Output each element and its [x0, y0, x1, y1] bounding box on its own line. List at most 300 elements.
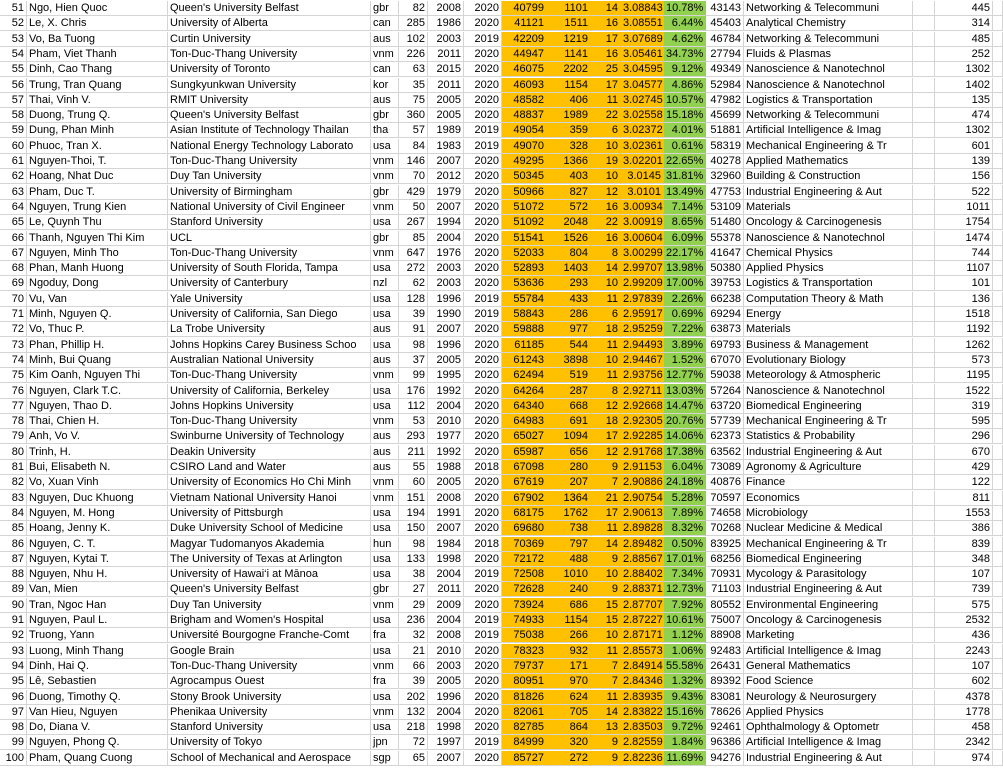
- cell-rank-without-self[interactable]: 43143: [706, 1, 744, 16]
- cell-rank-without-self[interactable]: 88908: [706, 628, 744, 643]
- cell-institution[interactable]: National Energy Technology Laborato: [168, 139, 371, 154]
- cell-institution[interactable]: Ton-Duc-Thang University: [168, 246, 371, 261]
- cell-citations[interactable]: 738: [547, 521, 591, 536]
- cell-self-citation-pct[interactable]: 6.09%: [664, 231, 706, 246]
- cell-field-rank[interactable]: 436: [935, 628, 993, 643]
- cell-papers[interactable]: 285: [399, 16, 428, 31]
- cell-first-year[interactable]: 2011: [428, 582, 464, 597]
- cell-h-index[interactable]: 25: [591, 62, 621, 77]
- cell-citations[interactable]: 1141: [547, 47, 591, 62]
- cell-composite-score[interactable]: 2.91153: [621, 460, 664, 475]
- cell-rank-without-self[interactable]: 66238: [706, 292, 744, 307]
- cell-author-name[interactable]: Vu, Van: [27, 292, 168, 307]
- row-number[interactable]: 79: [0, 429, 27, 444]
- cell-country[interactable]: usa: [371, 307, 399, 322]
- cell-country[interactable]: usa: [371, 720, 399, 735]
- cell-papers[interactable]: 360: [399, 108, 428, 123]
- cell-empty[interactable]: [913, 475, 935, 490]
- cell-institution[interactable]: Ton-Duc-Thang University: [168, 659, 371, 674]
- cell-h-index[interactable]: 10: [591, 628, 621, 643]
- cell-empty[interactable]: [993, 414, 1003, 429]
- cell-last-year[interactable]: 2019: [464, 307, 502, 322]
- cell-first-year[interactable]: 1990: [428, 307, 464, 322]
- cell-papers[interactable]: 82: [399, 1, 428, 16]
- cell-country[interactable]: usa: [371, 644, 399, 659]
- cell-first-year[interactable]: 1994: [428, 215, 464, 230]
- cell-empty[interactable]: [913, 261, 935, 276]
- cell-institution[interactable]: Ton-Duc-Thang University: [168, 154, 371, 169]
- cell-field[interactable]: Ophthalmology & Optometr: [744, 720, 913, 735]
- cell-h-index[interactable]: 11: [591, 338, 621, 353]
- cell-field-rank[interactable]: 485: [935, 32, 993, 47]
- cell-first-year[interactable]: 1992: [428, 445, 464, 460]
- cell-rank-without-self[interactable]: 55378: [706, 231, 744, 246]
- cell-country[interactable]: usa: [371, 384, 399, 399]
- cell-author-name[interactable]: Ngo, Hien Quoc: [27, 1, 168, 16]
- cell-empty[interactable]: [993, 567, 1003, 582]
- cell-self-citation-pct[interactable]: 1.06%: [664, 644, 706, 659]
- cell-rank-without-self[interactable]: 39753: [706, 276, 744, 291]
- cell-empty[interactable]: [993, 62, 1003, 77]
- cell-country[interactable]: jpn: [371, 735, 399, 750]
- cell-rank[interactable]: 72628: [502, 582, 547, 597]
- cell-citations[interactable]: 686: [547, 598, 591, 613]
- cell-field[interactable]: Microbiology: [744, 506, 913, 521]
- cell-empty[interactable]: [913, 384, 935, 399]
- cell-institution[interactable]: Ton-Duc-Thang University: [168, 414, 371, 429]
- cell-country[interactable]: aus: [371, 429, 399, 444]
- row-number[interactable]: 75: [0, 368, 27, 383]
- cell-institution[interactable]: Agrocampus Ouest: [168, 674, 371, 689]
- cell-institution[interactable]: National University of Civil Engineer: [168, 200, 371, 215]
- cell-self-citation-pct[interactable]: 20.76%: [664, 414, 706, 429]
- cell-field-rank[interactable]: 252: [935, 47, 993, 62]
- cell-h-index[interactable]: 10: [591, 276, 621, 291]
- cell-empty[interactable]: [993, 93, 1003, 108]
- cell-last-year[interactable]: 2018: [464, 460, 502, 475]
- cell-institution[interactable]: Asian Institute of Technology Thailan: [168, 123, 371, 138]
- cell-author-name[interactable]: Nguyen, Duc Khuong: [27, 491, 168, 506]
- cell-empty[interactable]: [993, 475, 1003, 490]
- cell-rank-without-self[interactable]: 71103: [706, 582, 744, 597]
- cell-empty[interactable]: [913, 506, 935, 521]
- cell-citations[interactable]: 1762: [547, 506, 591, 521]
- cell-country[interactable]: vnm: [371, 200, 399, 215]
- cell-author-name[interactable]: Nguyen, Minh Tho: [27, 246, 168, 261]
- cell-citations[interactable]: 970: [547, 674, 591, 689]
- cell-country[interactable]: gbr: [371, 108, 399, 123]
- cell-empty[interactable]: [993, 368, 1003, 383]
- cell-rank[interactable]: 69680: [502, 521, 547, 536]
- cell-rank[interactable]: 61243: [502, 353, 547, 368]
- cell-author-name[interactable]: Nguyen, Nhu H.: [27, 567, 168, 582]
- cell-institution[interactable]: UCL: [168, 231, 371, 246]
- cell-empty[interactable]: [913, 154, 935, 169]
- row-number[interactable]: 54: [0, 47, 27, 62]
- cell-citations[interactable]: 1154: [547, 78, 591, 93]
- cell-author-name[interactable]: Trinh, H.: [27, 445, 168, 460]
- cell-institution[interactable]: Phenikaa University: [168, 705, 371, 720]
- cell-field[interactable]: Mechanical Engineering & Tr: [744, 414, 913, 429]
- cell-h-index[interactable]: 22: [591, 108, 621, 123]
- cell-author-name[interactable]: Nguyen, Kytai T.: [27, 552, 168, 567]
- cell-self-citation-pct[interactable]: 34.73%: [664, 47, 706, 62]
- row-number[interactable]: 61: [0, 154, 27, 169]
- cell-rank[interactable]: 52033: [502, 246, 547, 261]
- row-number[interactable]: 82: [0, 475, 27, 490]
- cell-self-citation-pct[interactable]: 9.43%: [664, 690, 706, 705]
- cell-author-name[interactable]: Pham, Duc T.: [27, 185, 168, 200]
- cell-empty[interactable]: [993, 705, 1003, 720]
- cell-citations[interactable]: 1154: [547, 613, 591, 628]
- cell-field-rank[interactable]: 4378: [935, 690, 993, 705]
- cell-first-year[interactable]: 2011: [428, 78, 464, 93]
- cell-institution[interactable]: Australian National University: [168, 353, 371, 368]
- cell-empty[interactable]: [913, 720, 935, 735]
- cell-institution[interactable]: University of Tokyo: [168, 735, 371, 750]
- cell-empty[interactable]: [913, 644, 935, 659]
- cell-h-index[interactable]: 18: [591, 414, 621, 429]
- cell-author-name[interactable]: Thai, Chien H.: [27, 414, 168, 429]
- cell-citations[interactable]: 1989: [547, 108, 591, 123]
- cell-first-year[interactable]: 1996: [428, 690, 464, 705]
- cell-first-year[interactable]: 1979: [428, 185, 464, 200]
- cell-empty[interactable]: [993, 47, 1003, 62]
- cell-self-citation-pct[interactable]: 7.89%: [664, 506, 706, 521]
- cell-empty[interactable]: [913, 460, 935, 475]
- row-number[interactable]: 89: [0, 582, 27, 597]
- cell-citations[interactable]: 864: [547, 720, 591, 735]
- cell-last-year[interactable]: 2019: [464, 292, 502, 307]
- cell-rank[interactable]: 74933: [502, 613, 547, 628]
- cell-self-citation-pct[interactable]: 17.38%: [664, 445, 706, 460]
- cell-last-year[interactable]: 2020: [464, 659, 502, 674]
- cell-empty[interactable]: [913, 169, 935, 184]
- cell-field-rank[interactable]: 474: [935, 108, 993, 123]
- cell-composite-score[interactable]: 2.99707: [623, 262, 663, 275]
- cell-last-year[interactable]: 2020: [464, 399, 502, 414]
- cell-field[interactable]: Mycology & Parasitology: [744, 567, 913, 582]
- row-number[interactable]: 71: [0, 307, 27, 322]
- cell-last-year[interactable]: 2020: [464, 598, 502, 613]
- row-number[interactable]: 95: [0, 674, 27, 689]
- row-number[interactable]: 90: [0, 598, 27, 613]
- cell-rank[interactable]: 81826: [502, 690, 547, 705]
- cell-empty[interactable]: [913, 399, 935, 414]
- cell-last-year[interactable]: 2020: [464, 200, 502, 215]
- cell-country[interactable]: aus: [371, 460, 399, 475]
- cell-field-rank[interactable]: 739: [935, 582, 993, 597]
- cell-self-citation-pct[interactable]: 13.03%: [664, 384, 706, 399]
- row-number[interactable]: 66: [0, 231, 27, 246]
- cell-field-rank[interactable]: 2342: [935, 735, 993, 750]
- cell-field-rank[interactable]: 2532: [935, 613, 993, 628]
- cell-empty[interactable]: [993, 628, 1003, 643]
- cell-first-year[interactable]: 1998: [428, 720, 464, 735]
- cell-h-index[interactable]: 6: [591, 307, 621, 322]
- cell-empty[interactable]: [913, 751, 935, 766]
- cell-field[interactable]: Finance: [744, 475, 913, 490]
- cell-citations[interactable]: 359: [547, 123, 591, 138]
- cell-author-name[interactable]: Nguyen, M. Hong: [27, 506, 168, 521]
- cell-country[interactable]: can: [371, 62, 399, 77]
- cell-rank-without-self[interactable]: 45699: [706, 108, 744, 123]
- cell-author-name[interactable]: Nguyen-Thoi, T.: [27, 154, 168, 169]
- cell-papers[interactable]: 98: [399, 338, 428, 353]
- cell-rank[interactable]: 49295: [502, 154, 547, 169]
- cell-composite-score[interactable]: 3.02372: [623, 124, 663, 137]
- cell-field-rank[interactable]: 1553: [935, 506, 993, 521]
- cell-institution[interactable]: University of Economics Ho Chi Minh: [168, 475, 371, 490]
- cell-self-citation-pct[interactable]: 1.84%: [664, 735, 706, 750]
- cell-composite-score[interactable]: 3.0101: [621, 185, 664, 200]
- cell-last-year[interactable]: 2020: [464, 246, 502, 261]
- cell-papers[interactable]: 57: [399, 123, 428, 138]
- row-number[interactable]: 77: [0, 399, 27, 414]
- cell-citations[interactable]: 519: [547, 368, 591, 383]
- cell-composite-score[interactable]: 3.02558: [623, 109, 663, 122]
- cell-institution[interactable]: University of California, San Diego: [168, 307, 371, 322]
- cell-empty[interactable]: [993, 1, 1003, 16]
- cell-self-citation-pct[interactable]: 6.44%: [664, 16, 706, 31]
- cell-last-year[interactable]: 2019: [464, 123, 502, 138]
- cell-empty[interactable]: [913, 78, 935, 93]
- cell-country[interactable]: aus: [371, 32, 399, 47]
- cell-institution[interactable]: Duy Tan University: [168, 169, 371, 184]
- cell-papers[interactable]: 226: [399, 47, 428, 62]
- cell-institution[interactable]: CSIRO Land and Water: [168, 460, 371, 475]
- cell-empty[interactable]: [993, 276, 1003, 291]
- row-number[interactable]: 52: [0, 16, 27, 31]
- cell-self-citation-pct[interactable]: 11.69%: [664, 751, 706, 766]
- cell-composite-score[interactable]: 2.89828: [623, 522, 663, 535]
- cell-institution[interactable]: University of Toronto: [168, 62, 371, 77]
- cell-papers[interactable]: 55: [399, 460, 428, 475]
- cell-first-year[interactable]: 2005: [428, 108, 464, 123]
- cell-h-index[interactable]: 10: [591, 353, 621, 368]
- cell-composite-score[interactable]: 2.92305: [623, 415, 663, 428]
- row-number[interactable]: 73: [0, 338, 27, 353]
- cell-first-year[interactable]: 2005: [428, 353, 464, 368]
- cell-empty[interactable]: [913, 16, 935, 31]
- cell-rank[interactable]: 62494: [502, 368, 547, 383]
- cell-h-index[interactable]: 17: [591, 429, 621, 444]
- cell-h-index[interactable]: 10: [591, 169, 621, 184]
- cell-author-name[interactable]: Vo, Thuc P.: [27, 322, 168, 337]
- cell-composite-score[interactable]: 2.87171: [623, 629, 663, 642]
- cell-empty[interactable]: [993, 246, 1003, 261]
- cell-country[interactable]: fra: [371, 674, 399, 689]
- cell-field[interactable]: General Mathematics: [744, 659, 913, 674]
- cell-last-year[interactable]: 2019: [464, 613, 502, 628]
- cell-first-year[interactable]: 1996: [428, 338, 464, 353]
- cell-country[interactable]: sgp: [371, 751, 399, 766]
- cell-institution[interactable]: Stony Brook University: [168, 690, 371, 705]
- cell-composite-score[interactable]: 3.08551: [623, 17, 663, 30]
- cell-rank-without-self[interactable]: 96386: [706, 735, 744, 750]
- cell-rank[interactable]: 82061: [502, 705, 547, 720]
- cell-composite-score[interactable]: 2.82559: [623, 736, 663, 749]
- cell-field-rank[interactable]: 1011: [935, 200, 993, 215]
- cell-composite-score[interactable]: 2.90613: [623, 506, 663, 519]
- cell-institution[interactable]: Johns Hopkins Carey Business Schoo: [168, 338, 371, 353]
- cell-empty[interactable]: [993, 185, 1003, 200]
- row-number[interactable]: 96: [0, 690, 27, 705]
- cell-empty[interactable]: [913, 628, 935, 643]
- cell-field[interactable]: Networking & Telecommuni: [744, 108, 913, 123]
- cell-rank-without-self[interactable]: 70597: [706, 491, 744, 506]
- cell-self-citation-pct[interactable]: 10.61%: [664, 613, 706, 628]
- cell-first-year[interactable]: 1996: [428, 292, 464, 307]
- cell-empty[interactable]: [993, 123, 1003, 138]
- cell-field-rank[interactable]: 595: [935, 414, 993, 429]
- cell-last-year[interactable]: 2020: [464, 108, 502, 123]
- cell-field[interactable]: Analytical Chemistry: [744, 16, 913, 31]
- cell-field[interactable]: Food Science: [744, 674, 913, 689]
- cell-institution[interactable]: Duke University School of Medicine: [168, 521, 371, 536]
- cell-rank[interactable]: 50966: [502, 185, 547, 200]
- cell-author-name[interactable]: Dinh, Cao Thang: [27, 62, 168, 77]
- cell-self-citation-pct[interactable]: 13.98%: [664, 261, 706, 276]
- cell-field[interactable]: Applied Physics: [744, 705, 913, 720]
- cell-last-year[interactable]: 2020: [464, 1, 502, 16]
- cell-rank-without-self[interactable]: 47753: [706, 185, 744, 200]
- cell-empty[interactable]: [913, 1, 935, 16]
- cell-last-year[interactable]: 2020: [464, 674, 502, 689]
- row-number[interactable]: 78: [0, 414, 27, 429]
- cell-first-year[interactable]: 2007: [428, 521, 464, 536]
- cell-h-index[interactable]: 7: [591, 659, 621, 674]
- cell-h-index[interactable]: 15: [591, 613, 621, 628]
- row-number[interactable]: 88: [0, 567, 27, 582]
- cell-institution[interactable]: Magyar Tudomanyos Akademia: [168, 537, 371, 552]
- cell-h-index[interactable]: 9: [591, 460, 621, 475]
- cell-field[interactable]: Biomedical Engineering: [744, 399, 913, 414]
- cell-author-name[interactable]: Hoang, Nhat Duc: [27, 169, 168, 184]
- cell-last-year[interactable]: 2020: [464, 169, 502, 184]
- cell-papers[interactable]: 29: [399, 598, 428, 613]
- row-number[interactable]: 67: [0, 246, 27, 261]
- cell-citations[interactable]: 668: [547, 399, 591, 414]
- cell-papers[interactable]: 128: [399, 292, 428, 307]
- cell-author-name[interactable]: Van Hieu, Nguyen: [27, 705, 168, 720]
- cell-composite-score[interactable]: 2.94493: [623, 338, 663, 351]
- cell-rank[interactable]: 51072: [502, 200, 547, 215]
- cell-empty[interactable]: [913, 735, 935, 750]
- cell-composite-score[interactable]: 2.84346: [623, 675, 663, 688]
- cell-field[interactable]: Applied Mathematics: [744, 154, 913, 169]
- cell-h-index[interactable]: 14: [591, 537, 621, 552]
- cell-papers[interactable]: 38: [399, 567, 428, 582]
- cell-author-name[interactable]: Thanh, Nguyen Thi Kim: [27, 231, 168, 246]
- cell-citations[interactable]: 572: [547, 200, 591, 215]
- cell-rank[interactable]: 72172: [502, 552, 547, 567]
- cell-first-year[interactable]: 2015: [428, 62, 464, 77]
- cell-self-citation-pct[interactable]: 4.01%: [664, 123, 706, 138]
- cell-first-year[interactable]: 1989: [428, 123, 464, 138]
- cell-rank[interactable]: 41121: [502, 16, 547, 31]
- cell-rank[interactable]: 73924: [502, 598, 547, 613]
- cell-citations[interactable]: 293: [547, 276, 591, 291]
- cell-author-name[interactable]: Tran, Ngoc Han: [27, 598, 168, 613]
- cell-country[interactable]: usa: [371, 399, 399, 414]
- cell-rank[interactable]: 65027: [502, 429, 547, 444]
- cell-rank[interactable]: 70369: [502, 537, 547, 552]
- cell-author-name[interactable]: Nguyen, Thao D.: [27, 399, 168, 414]
- cell-h-index[interactable]: 22: [591, 215, 621, 230]
- cell-field-rank[interactable]: 386: [935, 521, 993, 536]
- cell-first-year[interactable]: 2004: [428, 613, 464, 628]
- cell-last-year[interactable]: 2020: [464, 475, 502, 490]
- cell-field-rank[interactable]: 1474: [935, 231, 993, 246]
- cell-composite-score[interactable]: 2.92285: [623, 430, 663, 443]
- cell-author-name[interactable]: Truong, Yann: [27, 628, 168, 643]
- cell-h-index[interactable]: 21: [591, 491, 621, 506]
- cell-country[interactable]: aus: [371, 445, 399, 460]
- cell-last-year[interactable]: 2020: [464, 215, 502, 230]
- cell-empty[interactable]: [993, 154, 1003, 169]
- cell-empty[interactable]: [993, 659, 1003, 674]
- cell-composite-score[interactable]: 2.99209: [623, 277, 663, 290]
- cell-h-index[interactable]: 6: [591, 123, 621, 138]
- cell-author-name[interactable]: Luong, Minh Thang: [27, 644, 168, 659]
- cell-field[interactable]: Meteorology & Atmospheric: [744, 368, 913, 383]
- cell-empty[interactable]: [993, 384, 1003, 399]
- cell-self-citation-pct[interactable]: 15.18%: [664, 108, 706, 123]
- cell-papers[interactable]: 65: [399, 751, 428, 766]
- cell-rank[interactable]: 72508: [502, 567, 547, 582]
- cell-rank[interactable]: 58843: [502, 307, 547, 322]
- cell-field[interactable]: Environmental Engineering: [744, 598, 913, 613]
- cell-papers[interactable]: 102: [399, 32, 428, 47]
- cell-empty[interactable]: [913, 123, 935, 138]
- cell-h-index[interactable]: 17: [591, 78, 621, 93]
- cell-composite-score[interactable]: 2.83503: [623, 721, 663, 734]
- cell-last-year[interactable]: 2020: [464, 582, 502, 597]
- cell-country[interactable]: usa: [371, 139, 399, 154]
- cell-author-name[interactable]: Van, Mien: [27, 582, 168, 597]
- cell-h-index[interactable]: 9: [591, 582, 621, 597]
- cell-empty[interactable]: [913, 338, 935, 353]
- cell-empty[interactable]: [993, 108, 1003, 123]
- cell-field[interactable]: Nuclear Medicine & Medical: [744, 521, 913, 536]
- cell-citations[interactable]: 624: [547, 690, 591, 705]
- cell-empty[interactable]: [913, 139, 935, 154]
- cell-citations[interactable]: 328: [547, 139, 591, 154]
- cell-first-year[interactable]: 2005: [428, 475, 464, 490]
- cell-empty[interactable]: [993, 582, 1003, 597]
- cell-last-year[interactable]: 2020: [464, 552, 502, 567]
- cell-empty[interactable]: [993, 307, 1003, 322]
- cell-field[interactable]: Marketing: [744, 628, 913, 643]
- cell-citations[interactable]: 406: [547, 93, 591, 108]
- cell-empty[interactable]: [993, 521, 1003, 536]
- cell-composite-score[interactable]: 3.00604: [623, 231, 663, 244]
- cell-citations[interactable]: 403: [547, 169, 591, 184]
- cell-institution[interactable]: Brigham and Women's Hospital: [168, 613, 371, 628]
- cell-rank[interactable]: 79737: [502, 659, 547, 674]
- cell-citations[interactable]: 272: [547, 751, 591, 766]
- cell-author-name[interactable]: Do, Diana V.: [27, 720, 168, 735]
- cell-empty[interactable]: [993, 720, 1003, 735]
- cell-papers[interactable]: 84: [399, 139, 428, 154]
- cell-papers[interactable]: 272: [399, 261, 428, 276]
- cell-empty[interactable]: [993, 506, 1003, 521]
- cell-empty[interactable]: [913, 292, 935, 307]
- cell-self-citation-pct[interactable]: 7.14%: [664, 200, 706, 215]
- cell-institution[interactable]: Queen's University Belfast: [168, 108, 371, 123]
- cell-empty[interactable]: [913, 368, 935, 383]
